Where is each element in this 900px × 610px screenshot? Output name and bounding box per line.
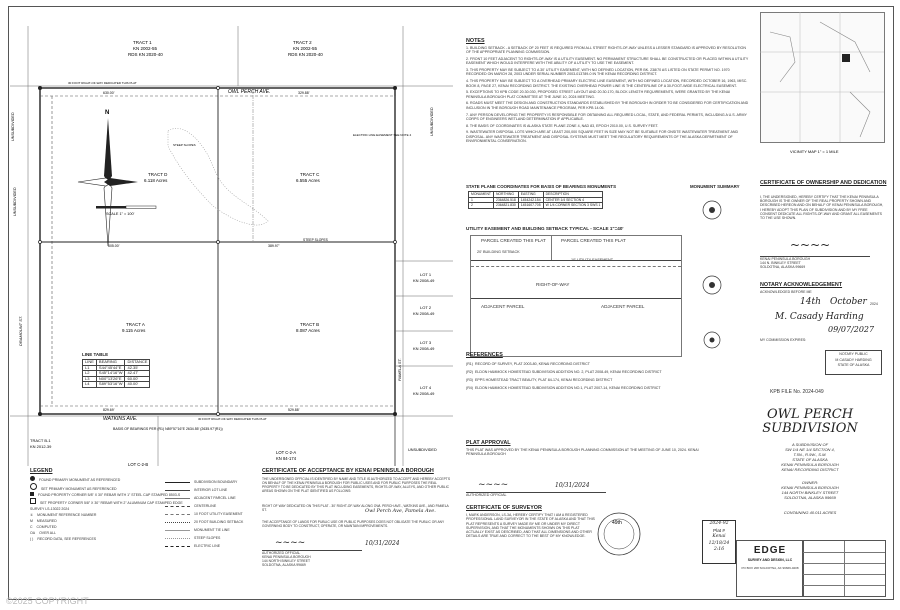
table-row: L2 S45°14'16"W 42.47': [83, 371, 150, 377]
note-item: 7. ANY PERSON DEVELOPING THE PROPERTY IS RESPONSIBLE FOR OBTAINING ALL REQUIRED LOCAL, STATE, AND FEDERAL PERMITS, INCLUDING A U.S. ARMY CORPS OF ENGINEERS WETLAND DETERMINATION IF APPLICABLE.: [466, 112, 747, 121]
legend-line-item: SUBDIVISION BOUNDARY: [165, 478, 265, 486]
notes-list: [466, 46, 751, 146]
plat-approval-title: PLAT APPROVAL: [466, 440, 511, 446]
road-label: OWL PERCH AVE.: [228, 89, 271, 95]
tract-label: RDS KN 2020-40: [128, 52, 163, 57]
unsubdivided-label: UNSUBDIVIDED: [11, 112, 15, 141]
ownership-address: KENAI PENINSULA BOROUGH 144 N. BINKLEY STREET SOLDOTNA, ALASKA 99669: [760, 256, 870, 270]
table-row: L4 S89°53'16"W 40.00': [83, 382, 150, 388]
note-item: 9. WASTEWATER DISPOSAL LOTS WHICH ARE AT LEAST 200,000 SQUARE FEET IN SIZE MAY NOT BE SUITABLE FOR ONSITE WASTEWATER TREATMENT AND DISPOSAL. ANY WASTEWATER TREATMENT AND DISPOSAL SYSTEMS MUST MEET THE REGULATORY REQUIREMENTS OF THE ALASKA DEPARTMENT OF ENVIRONMENTAL CONSERVATION.: [466, 130, 739, 144]
scale-label: SCALE 1" = 100': [106, 212, 135, 216]
legend-title: LEGEND: [30, 468, 53, 474]
tract-label: TRACT 1: [133, 40, 152, 45]
recording-stamp: 2024-92 Plat # Kenai 12/18/24 2:16: [702, 520, 736, 564]
legend-line-item: 10 FOOT UTILITY EASEMENT: [165, 510, 265, 518]
tract-a-acres: 9.115 Acres: [122, 328, 146, 333]
tract-label: TRACT B-1: [30, 438, 51, 443]
notary-line1: ACKNOWLEDGED BEFORE ME: [760, 290, 812, 294]
legend-line-item: ELECTRIC LINE: [165, 542, 265, 550]
company-name: EDGE: [753, 545, 787, 556]
legend-item: ( ) RECORD DATA, SEE REFERENCES: [30, 537, 97, 541]
ownership-signature: ~~~~: [790, 238, 831, 252]
note-item: 2. FRONT 10 FEET ADJACENT TO RIGHTS-OF-WAY IS A UTILITY EASEMENT. NO PERMANENT STRUCTURE SHALL BE CONSTRUCTED OR PLACED WITHIN A UTILITY EASEMENT WHICH WOULD INTERFERE WITH THE ABILITY OF A UTILITY TO USE THE EASEMENT.: [466, 57, 749, 66]
acceptance-text: THE UNDERSIGNED OFFICIAL IS IDENTIFIED BY NAME AND TITLE IS AUTHORIZED TO ACCEPT AND HEREBY ACCEPTS ON BEHALF OF THE KENAI PENINSULA BOROUGH FOR PUBLIC USES AND FOR PUBLIC PURPOSES THE REAL PROPERTY TO BE DEDICATED BY THIS PLAT INCLUDING EASEMENTS, RIGHTS-OF-WAY, ALLEYS, AND OTHER PUBLIC AREAS SHOWN ON THE PLAT IDENTIFIED AS FOLLOWS:: [262, 477, 451, 493]
monument-summary-title: MONUMENT SUMMARY: [690, 184, 740, 189]
state-plane-table: MONUMENT NORTHING EASTING DESCRIPTION 1 2364826.518 1454242.154 CENTER 1/4 SECTION 4 2 2364821.830 1451607.705 W 1/4 CORNER SECTION 3 SWS 1: [468, 191, 603, 209]
reference-item: (R2) ELDON HAMMOCK HOMESTEAD SUBDIVISION ADDITION NO. 2, PLAT 2008-49, KENAI RECORDING DISTRICT: [466, 370, 662, 374]
tract-a-label: TRACT A: [126, 322, 145, 327]
tract-label: RDS KN 2020-40: [288, 52, 323, 57]
notary-title: NOTARY ACKNOWLEDGEMENT: [760, 282, 843, 288]
notary-signature: M. Casady Harding: [775, 312, 864, 322]
tract-d-label: TRACT D: [148, 172, 168, 177]
dim-label: 829.69': [103, 408, 115, 412]
road-label: PAMELA ST.: [397, 358, 402, 381]
legend-line-item: CENTERLINE: [165, 502, 265, 510]
legend-line-item: ADJACENT PARCEL LINE: [165, 494, 265, 502]
company-sub: SURVEY AND DESIGN, LLC: [747, 558, 793, 562]
tract-b-label: TRACT B: [300, 322, 320, 327]
notary-expires: 09/07/2027: [828, 325, 875, 334]
road-label: WATKINS AVE.: [103, 416, 138, 422]
acceptance-date: 10/31/2024: [365, 540, 400, 547]
dim-label: 605.00': [108, 244, 120, 248]
lot-label: KN 84-174: [276, 456, 297, 461]
line-table: LINE BEARING DISTANCE L1 S44°45'44"E 42.35' L2 S45°14'16"W 42.47' L3 N00°13'26"E 60.00' L4 S89°53'16"W 40.00': [82, 359, 150, 388]
lot-label: KN 2008-49: [413, 391, 435, 396]
references-title: REFERENCES: [466, 352, 503, 358]
approval-signature: ~~~~: [478, 480, 509, 490]
svg-text:49th: 49th: [612, 520, 622, 526]
legend-item: FOUND PRIMARY MONUMENT AS REFERENCED: [30, 476, 190, 483]
dim-label: 329.88': [298, 91, 310, 95]
legend-lines: [165, 478, 265, 550]
detail-label: ADJACENT PARCEL: [481, 304, 525, 309]
legend-line-item: 20 FOOT BUILDING SETBACK: [165, 518, 265, 526]
unsubdivided-label: UNSUBDIVIDED: [408, 448, 437, 452]
dim-label: 529.88': [288, 408, 300, 412]
easement-note: 30 FOOT RIGHT-OF-WAY DEDICATED THIS PLAT: [68, 81, 137, 85]
tract-label: TRACT 2: [293, 40, 312, 45]
acceptance-signer-block: AUTHORIZED OFFICIAL KENAI PENINSULA BOROUGH 144 NORTH BINKLEY STREET SOLDOTNA, ALASKA 99669: [262, 550, 362, 567]
references-list: [466, 360, 736, 392]
drawing-info-block: [802, 540, 886, 597]
subdivision-description: A SUBDIVISION OF SW 1/4 NE 1/4 SECTION 4, T.5N., R.9W., S.M. STATE OF ALASKA KENAI PENINSULA BOROUGH KENAI RECORDING DISTRICT: [781, 442, 839, 472]
note-item: 4. THIS PROPERTY MAY BE SUBJECT TO A OVERHEAD PRIMARY ELECTRIC LINE EASEMENT, WITH NO DEFINED LOCATION, RECORDED OCTOBER 16, 1963, MISC. BOOK 8, PAGE 27, KENAI RECORDING DISTRICT. THE EXISTING OVERHEAD POWER LINE IS THE CENTERLINE OF A 30-FOOT-WIDE ELECTRICAL EASEMENT.: [466, 79, 748, 88]
legend-item: M MEASURED: [30, 519, 57, 523]
kpb-file-number: KPB FILE No. 2024-049: [770, 389, 824, 395]
approval-date: 10/31/2024: [555, 482, 590, 489]
company-info: PO BOX 208 SOLDOTNA, AK 99669-0208: [741, 566, 799, 570]
subdivision-title: OWL PERCH SUBDIVISION: [762, 407, 858, 436]
easement-note: 30 FOOT RIGHT-OF-WAY DEDICATED THIS PLAT: [198, 417, 267, 421]
legend-item: FOUND PROPERTY CORNER 5/8" X 30" REBAR WITH 1" STEEL CAP STAMPED 8503-S: [30, 492, 190, 498]
road-label: DRAMOUNT ST.: [18, 315, 23, 346]
vicinity-label: VICINITY MAP 1" = 1 MILE: [790, 149, 839, 154]
tract-label: KN 2002-55: [133, 46, 158, 51]
reference-item: (R3) EPPS HOMESTEAD TRACT BEAUTY, PLAT 84-174, KENAI RECORDING DISTRICT: [466, 378, 613, 382]
acceptance-closing: THE ACCEPTANCE OF LANDS FOR PUBLIC USE OR PUBLIC PURPOSES DOES NOT OBLIGATE THE PUBLIC OR ANY GOVERNING BODY TO CONSTRUCT, OPERATE, OR MAINTAIN IMPROVEMENTS.: [262, 520, 445, 528]
lot-label: LOT 2: [420, 305, 432, 310]
acceptance-title: CERTIFICATE OF ACCEPTANCE BY KENAI PENINSULA BOROUGH: [262, 468, 434, 474]
lot-label: KN 2008-49: [413, 278, 435, 283]
legend-line-item: MONUMENT TIE LINE: [165, 526, 265, 534]
note-item: 8. THE BASIS OF COORDINATES IS ALASKA STATE PLANE ZONE 4, NAD 83, EPOCH 2010.00, U.S. SURVEY FEET.: [466, 123, 659, 128]
tract-d-acres: 6.118 Acres: [144, 178, 168, 183]
detail-label: PARCEL CREATED THIS PLAT: [481, 238, 546, 243]
utility-detail-box: [470, 235, 682, 357]
acreage: CONTAINING 40.011 ACRES: [783, 510, 837, 515]
surveyor-seal-icon: [595, 510, 643, 558]
reference-item: (R4) ELDON HAMMOCK HOMESTEAD SUBDIVISION ADDITION NO.1, PLAT 2007-14, KENAI RECORDING DISTRICT: [466, 386, 661, 390]
reference-item: (R1) RECORD OF SURVEY, PLAT 2003-80, KENAI RECORDING DISTRICT: [466, 362, 590, 366]
notary-day: 14th: [800, 297, 821, 307]
vicinity-map: [760, 12, 885, 157]
unsubdivided-label: UNSUBDIVIDED: [430, 107, 434, 136]
tract-c-label: TRACT C: [300, 172, 320, 177]
lot-label: LOT 3: [420, 340, 432, 345]
lot-label: LOT 4: [420, 385, 432, 390]
electric-easement-label: ELECTRIC LINE EASEMENT SEE NOTE 4: [353, 133, 412, 137]
detail-label: RIGHT-OF-WAY: [536, 282, 570, 287]
tract-b-acres: 8.087 Acres: [296, 328, 320, 333]
plat-approval-text: THIS PLAT WAS APPROVED BY THE KENAI PENINSULA BOROUGH PLANNING COMMISSION AT THE MEETING OF JUNE 10, 2024. KENAI PENINSULA BOROUGH: [466, 448, 699, 457]
steep-slopes-label: STEEP SLOPES: [303, 238, 328, 242]
company-block: [736, 540, 804, 597]
table-row: 2 2364821.830 1451607.705 W 1/4 CORNER SECTION 3 SWS 1: [469, 203, 603, 209]
notes-title: NOTES: [466, 38, 485, 44]
approval-signer: AUTHORIZED OFFICIAL: [466, 492, 606, 498]
notary-seal: NOTARY PUBLIC M CASADY HARDING STATE OF ALASKA: [825, 350, 882, 375]
line-table-title: LINE TABLE: [82, 352, 109, 357]
plat-map: [8, 6, 458, 468]
note-item: 6. ROADS MUST MEET THE DESIGN AND CONSTRUCTION STANDARDS ESTABLISHED BY THE BOROUGH IN ORDER TO BE CONSIDERED FOR CERTIFICATION AND INCLUSION IN THE BOROUGH ROAD MAINTENANCE PROGRAM, PER KPB 14.06.: [466, 101, 749, 110]
basis-of-bearings: BASIS OF BEARINGS PER (R1) N89°57'16"E 2634.55' (2635.97'(R1)): [113, 427, 223, 431]
north-label: N: [105, 110, 110, 116]
lot-label: KN 2008-49: [413, 346, 435, 351]
state-plane-title: STATE PLANE COORDINATES FOR BASIS OF BEARINGS MONUMENTS: [466, 184, 617, 189]
dim-label: 630.00': [103, 91, 115, 95]
copyright: ©2025 COPYRIGHT: [6, 596, 89, 606]
detail-label: 20' BUILDING SETBACK: [477, 250, 520, 254]
lot-label: KN 2008-49: [413, 311, 435, 316]
legend-item: ① MONUMENT REFERENCE NUMBER: [30, 513, 97, 517]
note-item: 3. THIS PROPERTY MAY BE SUBJECT TO A 30' UTILITY EASEMENT, WITH NO DEFINED LOCATION, PER BK. 238/70 AS LISTED ON STATE PERMIT NO. 1970 RECORDED ON MARCH 28, 2003 UNDER SERIAL NUMBER 2003-013789-0 IN THE KENAI RECORDING DISTRICT.: [466, 68, 730, 77]
ownership-title: CERTIFICATE OF OWNERSHIP AND DEDICATION: [760, 180, 887, 186]
lot-label: LOT C-2-A: [276, 450, 297, 455]
monument-diagrams: [690, 190, 740, 380]
legend-item: OA OVER ALL: [30, 531, 56, 535]
table-row: 1 2364826.518 1454242.154 CENTER 1/4 SECTION 4: [469, 197, 603, 203]
legend-line-item: STEEP SLOPES: [165, 534, 265, 542]
table-row: L1 S44°45'44"E 42.35': [83, 365, 150, 371]
unsubdivided-label: UNSUBDIVIDED: [13, 187, 17, 216]
legend-item: SET PRIMARY MONUMENT AS REFERENCED: [30, 483, 190, 492]
surveyor-title: CERTIFICATE OF SURVEYOR: [466, 505, 542, 511]
tract-label: KN 2002-55: [293, 46, 318, 51]
owner-block: OWNER: KENAI PENINSULA BOROUGH 144 NORTH BINKLEY STREET SOLDOTNA, ALASKA 99669: [781, 480, 839, 500]
detail-label: 10' UTILITY EASEMENT: [571, 258, 614, 262]
ownership-text: I, THE UNDERSIGNED, HEREBY CERTIFY THAT THE KENAI PENINSULA BOROUGH IS THE OWNER OF THE REAL PROPERTY SHOWN AND DESCRIBED HEREON AND ON BEHALF OF KENAI PENINSULA BOROUGH, I HEREBY ADOPT THIS PLAN OF SUBDIVISION AND BY MY FREE CONSENT DEDICATE ALL RIGHTS-OF-WAY AND GRANT ALL EASEMENTS TO THE USE SHOWN.: [760, 195, 884, 221]
lot-label: LOT 1: [420, 272, 432, 277]
note-item: 5. EXCEPTIONS TO KPB CODE 20.30.030, PROPOSED STREET LAYOUT AND 20.30.170, BLOCK LENGTH REQUIREMENTS, WERE GRANTED BY THE KENAI PENINSULA BOROUGH PLAT COMMITTEE AT THE JUNE 10, 2024 MEETING.: [466, 90, 731, 99]
tract-label: KN 2012-39: [30, 444, 52, 449]
legend-item: SET PROPERTY CORNER 5/8" X 30" REBAR WITH 2" ALUMINUM CAP STAMPED EDGE SURVEY LS-13022 2024: [30, 498, 190, 512]
acceptance-signature: ~~~~: [275, 538, 306, 548]
acceptance-row-text: RIGHT OF WAY DEDICATED ON THIS PLAT - 30' RIGHT-OF-WAY ALONG OWL PERCH AVE., WATKINS AVE., AND PAMELA ST.: [262, 504, 449, 512]
lot-label: LOT C-2-B: [128, 462, 149, 467]
legend-item: C COMPUTED: [30, 525, 57, 529]
surveyor-text: I, MARK ANDERSON, LS-3A, HEREBY CERTIFY THAT I AM A REGISTERED PROFESSIONAL LAND SURVEYOR IN THE STATE OF ALASKA AND THAT THIS PLAT REPRESENTS A SURVEY MADE BY ME OR UNDER MY DIRECT SUPERVISION, AND THAT THE MONUMENTS SHOWN ON THIS PLAT ACTUALLY EXIST AS DESCRIBED, AND THAT ALL DIMENSIONS AND OTHER DETAILS ARE TRUE AND CORRECT TO THE BEST OF MY KNOWLEDGE.: [466, 513, 595, 539]
dim-label: 389.97': [268, 244, 280, 248]
detail-label: ADJACENT PARCEL: [601, 304, 645, 309]
notary-year: 2024: [870, 302, 878, 306]
steep-slopes-label: STEEP SLOPES: [173, 143, 196, 147]
notary-expires-label: MY COMMISSION EXPIRES:: [760, 338, 807, 342]
legend-line-item: INTERIOR LOT LINE: [165, 486, 265, 494]
north-arrow-icon: [78, 118, 138, 246]
note-item: 1. BUILDING SETBACK - A SETBACK OF 20 FEET IS REQUIRED FROM ALL STREET RIGHTS-OF-WAY UNLESS A LESSER STANDARD IS APPROVED BY RESOLUTION OF THE APPROPRIATE PLANNING COMMISSION.: [466, 46, 746, 55]
acceptance-handwritten: Owl Perch Ave, Pamela Ave.: [365, 508, 436, 514]
utility-detail-title: UTILITY EASEMENT AND BUILDING SETBACK TYPICAL - SCALE 1"=40': [466, 226, 624, 231]
notary-month: October: [830, 297, 867, 307]
tract-c-acres: 6.555 Acres: [296, 178, 320, 183]
detail-label: PARCEL CREATED THIS PLAT: [561, 238, 626, 243]
table-row: L3 N00°13'26"E 60.00': [83, 376, 150, 382]
site-location-icon: [842, 54, 850, 62]
